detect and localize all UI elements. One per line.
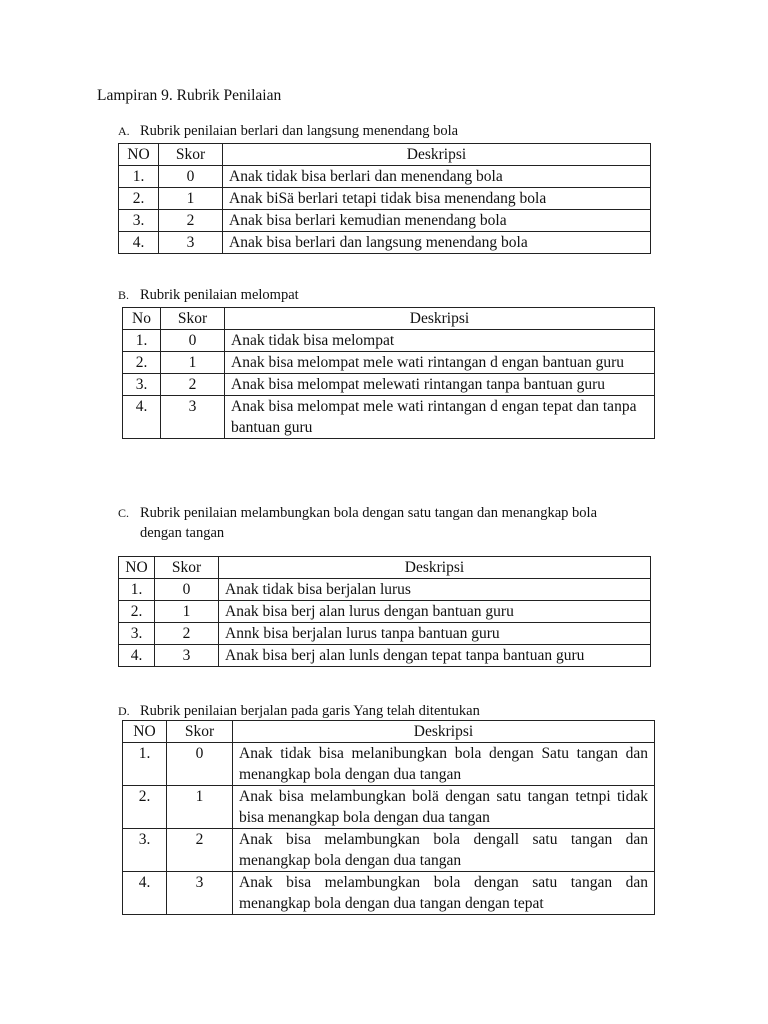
row-skor: 2: [161, 374, 225, 396]
header-deskripsi: Deskripsi: [233, 721, 655, 743]
header-no: NO: [119, 144, 159, 166]
row-skor: 0: [159, 166, 223, 188]
row-no: 4.: [123, 872, 167, 915]
row-deskripsi: Anak tidak bisa melanibungkan bola dengan Satu tangan dan menangkap bola dengan dua tangan: [233, 743, 655, 786]
row-deskripsi: Anak tidak bisa berjalan lurus: [219, 579, 651, 601]
header-skor: Skor: [161, 308, 225, 330]
header-no: No: [123, 308, 161, 330]
row-no: 1.: [119, 166, 159, 188]
table-row: [123, 374, 655, 396]
table-row: [123, 786, 655, 829]
row-deskripsi: Anak bisa berlari kemudian menendang bola: [223, 210, 651, 232]
row-skor: 2: [167, 829, 233, 872]
table-row: [123, 872, 655, 915]
row-no: 2.: [123, 352, 161, 374]
header-skor: Skor: [159, 144, 223, 166]
row-no: 3.: [119, 623, 155, 645]
row-deskripsi: Anak bisa melambungkan bola dengan satu tangan dan menangkap bola dengan dua tangan dengan tepat: [233, 872, 655, 915]
row-skor: 3: [155, 645, 219, 667]
table-header-row: [123, 721, 655, 743]
row-deskripsi: Anak bisa melompat mele wati rintangan d engan bantuan guru: [225, 352, 655, 374]
table-row: [119, 623, 651, 645]
section-b-letter: B.: [118, 288, 130, 302]
row-skor: 0: [155, 579, 219, 601]
row-deskripsi: Anak bisa berj alan lunls dengan tepat tanpa bantuan guru: [219, 645, 651, 667]
section-a-heading: [118, 121, 458, 141]
section-a-letter: A.: [118, 124, 130, 138]
table-row: [123, 743, 655, 786]
section-a-title: Rubrik penilaian berlari dan langsung menendang bola: [140, 123, 459, 139]
section-d-letter: D.: [118, 704, 130, 718]
row-deskripsi: Anak bisa melambungkan bola dengall satu tangan dan menangkap bola dengan dua tangan: [233, 829, 655, 872]
table-header-row: [119, 144, 651, 166]
row-deskripsi: Anak bisa melompat mele wati rintangan d engan tepat dan tanpa bantuan guru: [225, 396, 655, 439]
row-no: 4.: [119, 232, 159, 254]
section-c-title-line1: Rubrik penilaian melambungkan bola dengan satu tangan dan menangkap bola: [140, 505, 598, 521]
row-no: 1.: [123, 330, 161, 352]
table-row: [123, 829, 655, 872]
row-deskripsi: Anak tidak bisa berlari dan menendang bola: [223, 166, 651, 188]
row-no: 1.: [123, 743, 167, 786]
table-row: [119, 601, 651, 623]
header-skor: Skor: [155, 557, 219, 579]
section-c-letter: C.: [118, 506, 130, 520]
table-row: [119, 232, 651, 254]
table-header-row: [123, 308, 655, 330]
row-skor: 0: [167, 743, 233, 786]
section-b-heading: [118, 285, 299, 305]
document-title: Lampiran 9. Rubrik Penilaian: [97, 87, 282, 104]
header-deskripsi: Deskripsi: [223, 144, 651, 166]
row-skor: 1: [161, 352, 225, 374]
row-deskripsi: Anak bisa melambungkan bolä dengan satu tangan tetnpi tidak bisa menangkap bola dengan dua tangan: [233, 786, 655, 829]
row-skor: 0: [161, 330, 225, 352]
rubric-table-d: [122, 720, 655, 915]
row-deskripsi: Anak bisa berlari dan langsung menendang bola: [223, 232, 651, 254]
row-skor: 3: [159, 232, 223, 254]
table-row: [119, 210, 651, 232]
row-deskripsi: Anak bisa berj alan lurus dengan bantuan guru: [219, 601, 651, 623]
header-no: NO: [119, 557, 155, 579]
section-b-title: Rubrik penilaian melompat: [140, 287, 299, 303]
row-deskripsi: Anak bisa melompat melewati rintangan tanpa bantuan guru: [225, 374, 655, 396]
table-header-row: [119, 557, 651, 579]
row-no: 4.: [123, 396, 161, 439]
row-skor: 2: [159, 210, 223, 232]
row-no: 1.: [119, 579, 155, 601]
row-no: 2.: [123, 786, 167, 829]
table-row: [119, 579, 651, 601]
row-skor: 1: [159, 188, 223, 210]
table-row: [123, 352, 655, 374]
header-deskripsi: Deskripsi: [219, 557, 651, 579]
row-no: 3.: [123, 374, 161, 396]
row-deskripsi: Anak tidak bisa melompat: [225, 330, 655, 352]
row-skor: 3: [167, 872, 233, 915]
table-row: [119, 188, 651, 210]
row-no: 2.: [119, 601, 155, 623]
table-row: [119, 166, 651, 188]
header-deskripsi: Deskripsi: [225, 308, 655, 330]
row-skor: 2: [155, 623, 219, 645]
section-c-title-line2: dengan tangan: [140, 525, 225, 541]
header-no: NO: [123, 721, 167, 743]
section-d-title: Rubrik penilaian berjalan pada garis Yang telah ditentukan: [140, 703, 480, 719]
row-skor: 1: [167, 786, 233, 829]
row-skor: 1: [155, 601, 219, 623]
table-row: [119, 645, 651, 667]
row-skor: 3: [161, 396, 225, 439]
row-no: 3.: [123, 829, 167, 872]
row-no: 4.: [119, 645, 155, 667]
rubric-table-b: [122, 307, 655, 439]
row-no: 2.: [119, 188, 159, 210]
rubric-table-a: [118, 143, 651, 254]
section-d-heading: [118, 701, 480, 721]
section-c-heading: [118, 503, 597, 543]
row-deskripsi: Anak biSä berlari tetapi tidak bisa menendang bola: [223, 188, 651, 210]
row-deskripsi: Annk bisa berjalan lurus tanpa bantuan guru: [219, 623, 651, 645]
header-skor: Skor: [167, 721, 233, 743]
row-no: 3.: [119, 210, 159, 232]
table-row: [123, 330, 655, 352]
table-row: [123, 396, 655, 439]
rubric-table-c: [118, 556, 651, 667]
